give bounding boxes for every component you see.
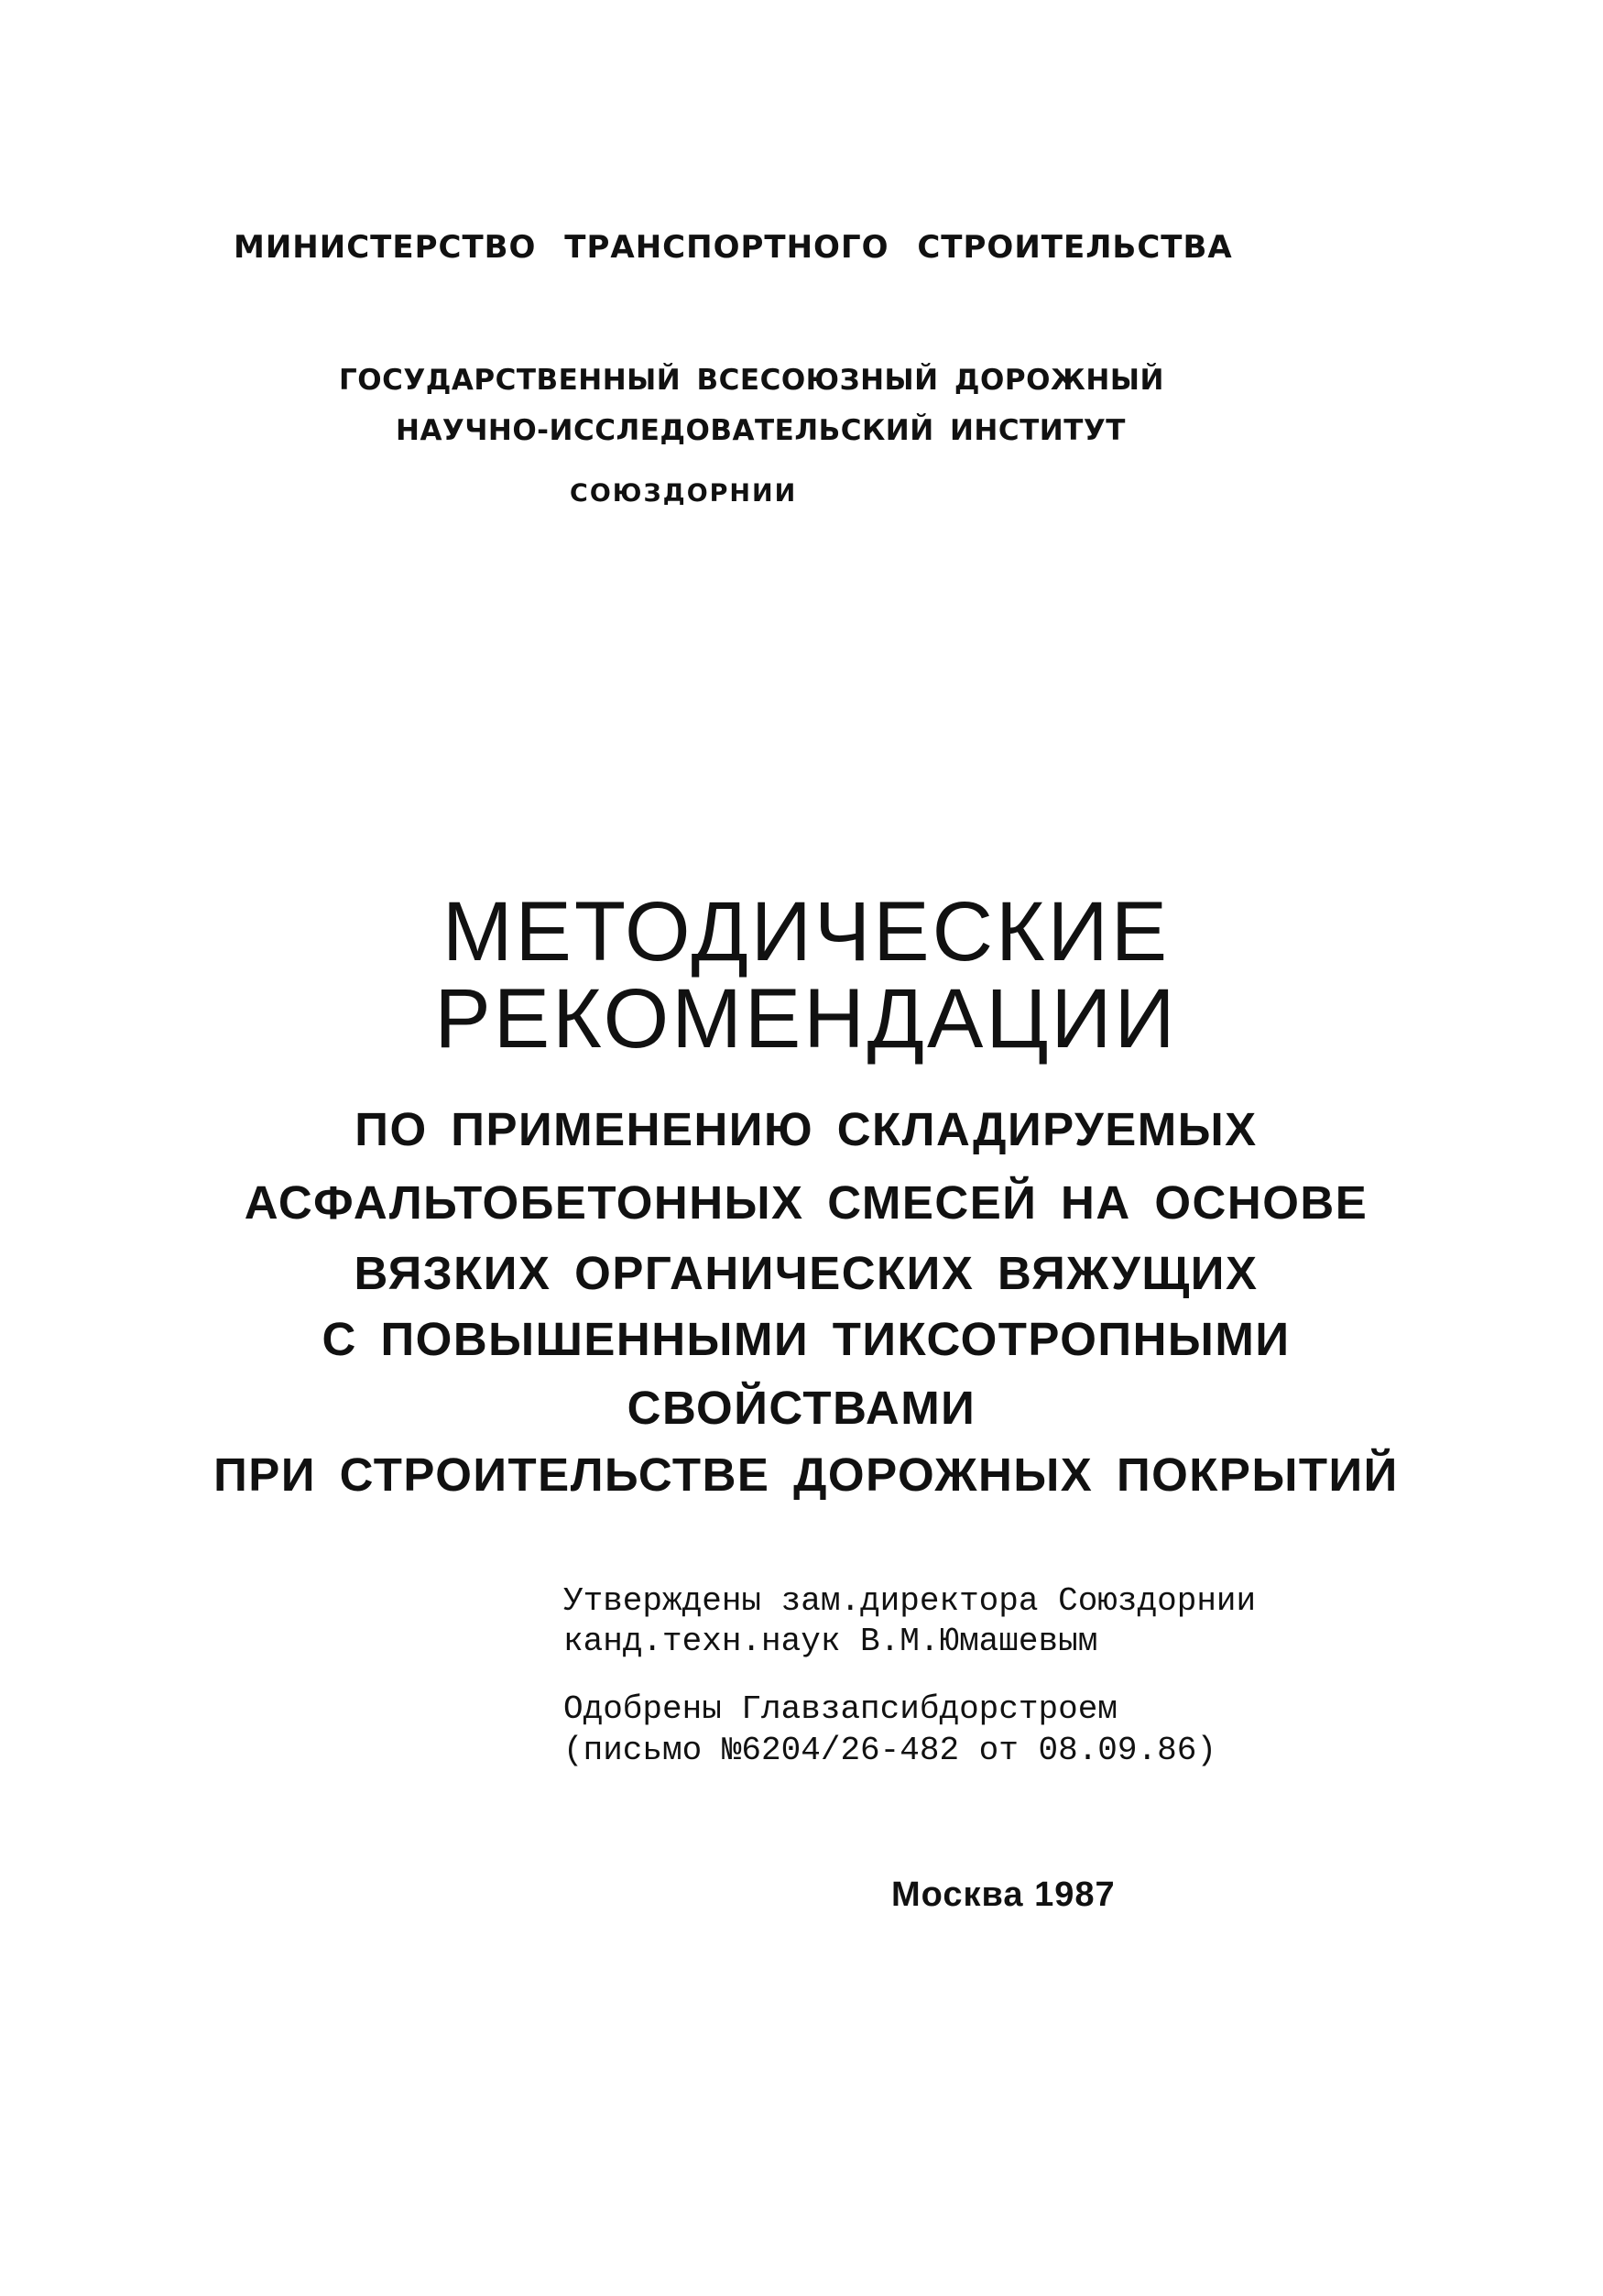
document-title-line-1: МЕТОДИЧЕСКИЕ: [442, 885, 1171, 979]
approval-line-2: канд.техн.наук В.М.Юмашевым: [563, 1623, 1098, 1660]
subtitle-line-2: АСФАЛЬТОБЕТОННЫХ СМЕСЕЙ НА ОСНОВЕ: [244, 1176, 1369, 1229]
endorsement-line-2: (письмо №6204/26-482 от 08.09.86): [563, 1732, 1216, 1769]
city-year-imprint: Москва 1987: [891, 1875, 1116, 1914]
subtitle-line-4: С ПОВЫШЕННЫМИ ТИКСОТРОПНЫМИ: [322, 1313, 1291, 1365]
subtitle-line-5: СВОЙСТВАМИ: [627, 1382, 976, 1434]
organization-name: союздорнии: [570, 469, 798, 509]
approval-line-1: Утверждены зам.директора Союздорнии: [563, 1582, 1257, 1620]
subtitle-line-3: ВЯЗКИХ ОРГАНИЧЕСКИХ ВЯЖУЩИХ: [354, 1247, 1259, 1299]
ministry-heading: МИНИСТЕРСТВО ТРАНСПОРТНОГО СТРОИТЕЛЬСТВА: [234, 229, 1233, 266]
institute-name-line-2: НАУЧНО-ИССЛЕДОВАТЕЛЬСКИЙ ИНСТИТУТ: [396, 414, 1126, 447]
institute-name-line-1: ГОСУДАРСТВЕННЫЙ ВСЕСОЮЗНЫЙ ДОРОЖНЫЙ: [339, 364, 1164, 397]
subtitle-line-1: ПО ПРИМЕНЕНИЮ СКЛАДИРУЕМЫХ: [354, 1103, 1258, 1155]
subtitle-line-6: ПРИ СТРОИТЕЛЬСТВЕ ДОРОЖНЫХ ПОКРЫТИЙ: [213, 1449, 1399, 1501]
document-title-line-2: РЕКОМЕНДАЦИИ: [434, 972, 1178, 1066]
endorsement-line-1: Одобрены Главзапсибдорстроем: [563, 1690, 1118, 1728]
